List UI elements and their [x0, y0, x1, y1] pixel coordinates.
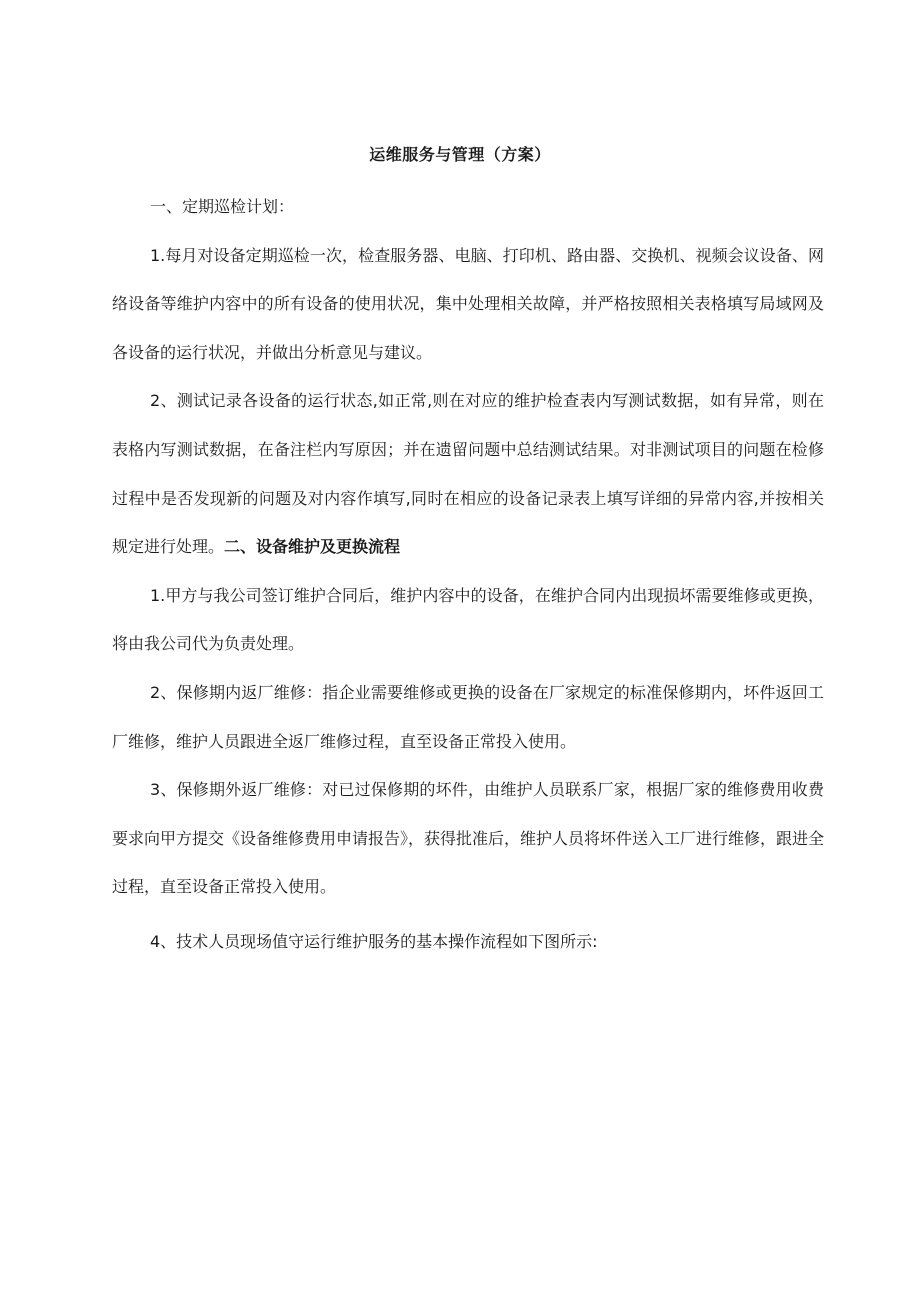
document-title: 运维服务与管理（方案）	[369, 145, 551, 164]
section1-item2-text: 2、测试记录各设备的运行状态,如正常,则在对应的维护检查表内写测试数据，如有异常，则在表格内写测试数据，在备注栏内写原因；并在遗留问题中总结测试结果。对非测试项目的问题在检修过程中是否发现新的问题及对内容作填写,同时在相应的设备记录表上填写详细的异常内容,并按相关规定进行处理。	[112, 391, 824, 557]
section2-item4: 4、技术人员现场值守运行维护服务的基本操作流程如下图所示:	[150, 931, 598, 951]
section2-item1: 1.甲方与我公司签订维护合同后，维护内容中的设备，在维护合同内出现损坏需要维修或更换，将由我公司代为负责处理。	[112, 585, 824, 654]
section2-item2: 2、保修期内返厂维修：指企业需要维修或更换的设备在厂家规定的标准保修期内，坏件返回工厂维修，维护人员跟进全返厂维修过程，直至设备正常投入使用。	[112, 682, 824, 751]
section1-item1: 1.每月对设备定期巡检一次，检查服务器、电脑、打印机、路由器、交换机、视频会议设备、网络设备等维护内容中的所有设备的使用状况，集中处理相关故障，并严格按照相关表格填写局域网及各设备的运行状况，并做出分析意见与建议。	[112, 245, 824, 362]
section1-item2	[112, 377, 824, 571]
section2-item3: 3、保修期外返厂维修：对已过保修期的坏件，由维护人员联系厂家，根据厂家的维修费用收费要求向甲方提交《设备维修费用申请报告》，获得批准后，维护人员将坏件送入工厂进行维修，跟进全过程，直至设备正常投入使用。	[112, 780, 825, 897]
section2-heading: 二、设备维护及更换流程	[224, 537, 401, 557]
section1-heading: 一、定期巡检计划：	[150, 197, 295, 216]
document-body	[112, 183, 824, 967]
